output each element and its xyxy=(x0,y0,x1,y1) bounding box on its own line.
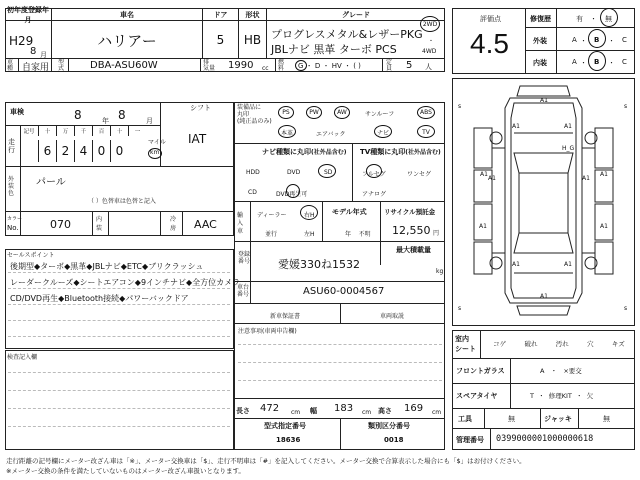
nav-header: ナビ種類に丸印(社外品含む) xyxy=(262,148,347,156)
color-note: （ ）色替車は色替と記入 xyxy=(88,198,156,205)
max-load-label: 最大積載量 xyxy=(396,246,431,254)
digit-header: 百 xyxy=(92,126,110,136)
nav-dvd: DVD xyxy=(287,169,301,176)
mgmt-label: 管理番号 xyxy=(456,436,484,444)
model-year-value: 年 不明 xyxy=(345,231,371,238)
recycle-unit: 円 xyxy=(433,230,440,237)
footer-line-2: ※メーター交換の条件を満たしていないものはメーター改ざん車扱いとなります。 xyxy=(6,467,245,475)
digit-header: 千 xyxy=(74,126,92,136)
height-value: 169 xyxy=(404,403,424,414)
mileage-digit: 2 xyxy=(56,140,74,162)
car-name-value: ハリアー xyxy=(97,31,157,50)
type-no-label: 型式指定番号 xyxy=(264,422,306,430)
use-value: 自家用 xyxy=(22,63,50,73)
mark-s1: s xyxy=(458,103,462,110)
mark-a1-hood-l: A1 xyxy=(512,123,520,130)
equip-pw: PW xyxy=(309,108,319,116)
chassis-no: ASU60-0004567 xyxy=(303,286,385,297)
sales-line-1: 後期型◆ターボ◆黒革◆JBLナビ◆ETC◆ブリクラッシュ xyxy=(10,262,204,271)
grade-label: グレード xyxy=(342,10,370,19)
steering-right: 右H xyxy=(304,212,315,219)
first-reg-month: 8 xyxy=(30,46,37,57)
jack-label: ジャッキ xyxy=(544,415,572,423)
reg-no: 愛媛330ね1532 xyxy=(278,258,360,271)
fuel-options: G ・ D ・ HV ・ ( ) xyxy=(298,62,361,70)
capacity-unit: 人 xyxy=(425,63,432,71)
model-value: DBA-ASU60W xyxy=(90,60,158,71)
digit-header: 万 xyxy=(56,126,74,136)
mileage-digit xyxy=(20,140,38,162)
equip-sunroof: サンルーフ xyxy=(365,111,395,118)
height-label: 高さ xyxy=(378,407,392,415)
interior-item: キズ xyxy=(611,340,625,348)
grade-line1: プログレスメタル&レザーPKG xyxy=(271,28,423,41)
ext-grade-label: 外装 xyxy=(533,37,547,45)
mark-a1-rear-l: A1 xyxy=(512,261,520,268)
mark-a1-rear-r: A1 xyxy=(564,261,572,268)
color-no-value: 070 xyxy=(50,218,71,231)
interior-item: コゲ xyxy=(493,340,507,348)
disp-unit: cc xyxy=(262,65,269,72)
mileage-digit: 0 xyxy=(110,140,128,162)
manual: 車両取説 xyxy=(380,313,405,320)
int-label: 内 装 xyxy=(96,216,103,232)
score-label: 評価点 xyxy=(480,15,501,23)
equip-tv: TV xyxy=(422,128,430,136)
shaken-label: 車検 xyxy=(10,108,24,116)
sales-header: セールスポイント xyxy=(7,252,55,259)
width-value: 183 xyxy=(334,403,354,414)
mark-s2: s xyxy=(624,103,628,110)
equip-airbag: エアバック xyxy=(316,131,346,138)
mileage-unit-mile: マイル xyxy=(148,139,166,146)
digit-header: 十 xyxy=(110,126,128,136)
inspector-label: 検査記入欄 xyxy=(7,354,38,361)
type-no: 18636 xyxy=(276,436,301,444)
tv-analog: アナログ xyxy=(362,191,387,198)
door-label: ドア xyxy=(213,10,228,19)
import-parallel: 並行 xyxy=(265,231,278,238)
equip-label: 装備品に 丸印 (純正品のみ) xyxy=(237,104,272,125)
car-name-label: 車名 xyxy=(120,10,134,19)
interior-label: 室内 シート xyxy=(455,335,476,353)
interior-item: 破れ xyxy=(524,340,538,348)
shift-label: シフト xyxy=(190,104,211,112)
recycle-label: リサイクル預託金 xyxy=(384,208,436,216)
shape-label: 形状 xyxy=(245,10,260,19)
color-no-label: カラー No. xyxy=(7,216,23,232)
mileage-digit: 0 xyxy=(92,140,110,162)
ac-value: AAC xyxy=(194,218,217,231)
nav-hdd: HDD xyxy=(246,169,260,176)
score-value: 4.5 xyxy=(470,28,509,59)
disp-label: 排 気量 xyxy=(203,59,216,72)
spare-value: T ・ 修理KIT ・ 欠 xyxy=(530,392,594,400)
reg-label: 登録 番号 xyxy=(238,251,251,265)
class-no: 0018 xyxy=(384,436,404,444)
import-label: 輸 入 車 xyxy=(237,212,244,235)
mark-s4: s xyxy=(624,305,628,312)
mileage-label: 走 行 xyxy=(8,138,15,154)
class-no-label: 類別区分番号 xyxy=(368,422,410,430)
chassis-label: 車台 番号 xyxy=(237,284,250,298)
glass-value: A ・ ×要交 xyxy=(540,367,582,375)
mark-a1-front: A1 xyxy=(540,97,548,104)
tv-header: TV種類に丸印(社外品含む) xyxy=(360,148,441,156)
len-value: 472 xyxy=(260,403,280,414)
equip-ps: PS xyxy=(282,108,290,116)
nav-dvd-play: DVD再生可 xyxy=(276,191,308,198)
fuel-label: 燃 料 xyxy=(278,59,285,72)
use-label: 車 種 xyxy=(7,59,14,72)
model-year-label: モデル年式 xyxy=(332,208,367,216)
max-load-unit: kg xyxy=(436,268,444,275)
int-grade-label: 内装 xyxy=(533,59,547,67)
int-grade-value: B xyxy=(594,58,600,66)
equip-aw: AW xyxy=(337,108,347,116)
ac-label: 冷 房 xyxy=(170,216,177,232)
first-reg-year: H29 xyxy=(9,34,34,48)
drive-4wd: 4WD xyxy=(422,48,437,55)
mileage-unit-km: km xyxy=(150,149,160,156)
mgmt-no: 0399000001000000618 xyxy=(496,434,594,444)
mark-a1-hood-r: A1 xyxy=(564,123,572,130)
len-label: 長さ xyxy=(236,407,250,415)
mark-a1-rear: A1 xyxy=(540,293,548,300)
inspection-box xyxy=(5,102,234,236)
mileage-digit: 4 xyxy=(74,140,92,162)
interior-items xyxy=(484,339,634,349)
footer-line-1: 走行距離の記号欄にメーター改ざん車は「※」、メーター交換車は「$」、走行不明車は「#」を記入してください。メーター交換で合算表示した場合にも「$」はお付けください。 xyxy=(6,457,526,465)
equip-leather: 本革 xyxy=(280,129,293,137)
width-label: 幅 xyxy=(310,407,317,415)
disp-value: 1990 xyxy=(228,60,254,71)
mileage-digit: 6 xyxy=(38,140,56,162)
ext-color-label: 外 装 色 xyxy=(8,176,15,197)
interior-item: 穴 xyxy=(587,340,594,348)
shift-value: IAT xyxy=(188,132,207,146)
mark-a1-side-r1: A1 xyxy=(600,171,608,178)
tool-label: 工具 xyxy=(458,415,472,423)
tv-oneseg: ワンセグ xyxy=(407,171,432,178)
glass-label: フロントガラス xyxy=(456,367,505,375)
tv-fullseg: フルセグ xyxy=(362,171,386,178)
car-diagram xyxy=(452,78,635,326)
first-reg-label: 初年度登録年月 xyxy=(7,5,49,24)
notes-label: 注意事項(車両申告欄) xyxy=(238,328,297,335)
first-reg-month-unit: 月 xyxy=(40,51,47,59)
doors-value: 5 xyxy=(216,33,225,47)
sales-line-2: レーダークルーズ◆シートエアコン◆9インチナビ◆全方位カメラ xyxy=(10,278,241,287)
digit-header: 記号 xyxy=(23,129,35,135)
repair-yes: 有 xyxy=(576,15,583,23)
digit-header: 十 xyxy=(38,126,56,136)
drive-2wd: 2WD xyxy=(422,20,438,28)
digit-header: 一 xyxy=(128,126,146,136)
mark-a1-side-l2: A1 xyxy=(488,175,496,182)
ext-color-value: パール xyxy=(36,177,66,188)
ext-grade-value: B xyxy=(594,36,600,44)
mark-s3: s xyxy=(458,305,462,312)
model-label: 型 式 xyxy=(58,59,65,72)
inspector-box xyxy=(5,350,234,450)
equip-navi: ナビ xyxy=(376,129,389,137)
tool-value: 無 xyxy=(508,415,515,423)
shaken-year: 8 xyxy=(74,108,82,122)
spare-label: スペアタイヤ xyxy=(456,392,498,400)
mark-a1-side-l1: A1 xyxy=(480,171,488,178)
nav-cd: CD xyxy=(248,189,257,196)
capacity-value: 5 xyxy=(406,60,413,71)
mark-hg: H_G xyxy=(562,145,575,152)
nav-sd: SD xyxy=(324,169,333,176)
grade-line2: JBLナビ 黒革 ターボ PCS xyxy=(271,43,397,56)
repair-no: 無 xyxy=(605,15,612,23)
shape-value: HB xyxy=(243,33,262,47)
mileage-digit-headers xyxy=(20,126,146,136)
repair-label: 修復歴 xyxy=(530,15,551,23)
jack-value: 無 xyxy=(603,415,610,423)
new-warranty: 新車保証書 xyxy=(270,313,301,320)
equip-abs: ABS xyxy=(420,108,432,116)
mark-a1-side-r2: A1 xyxy=(582,175,590,182)
mark-a1-side-l3: A1 xyxy=(479,223,487,230)
shaken-month: 8 xyxy=(118,108,126,122)
capacity-label: 定 員 xyxy=(386,59,393,72)
steering-left: 左H xyxy=(304,231,315,238)
interior-item: 汚れ xyxy=(555,340,569,348)
sales-line-3: CD/DVD再生◆Bluetooth接続◆パワーバックドア xyxy=(10,294,189,303)
recycle-value: 12,550 xyxy=(392,224,431,237)
mileage-digits xyxy=(20,140,146,162)
mark-a1-side-r3: A1 xyxy=(600,223,608,230)
import-dealer: ディーラー xyxy=(257,212,287,219)
